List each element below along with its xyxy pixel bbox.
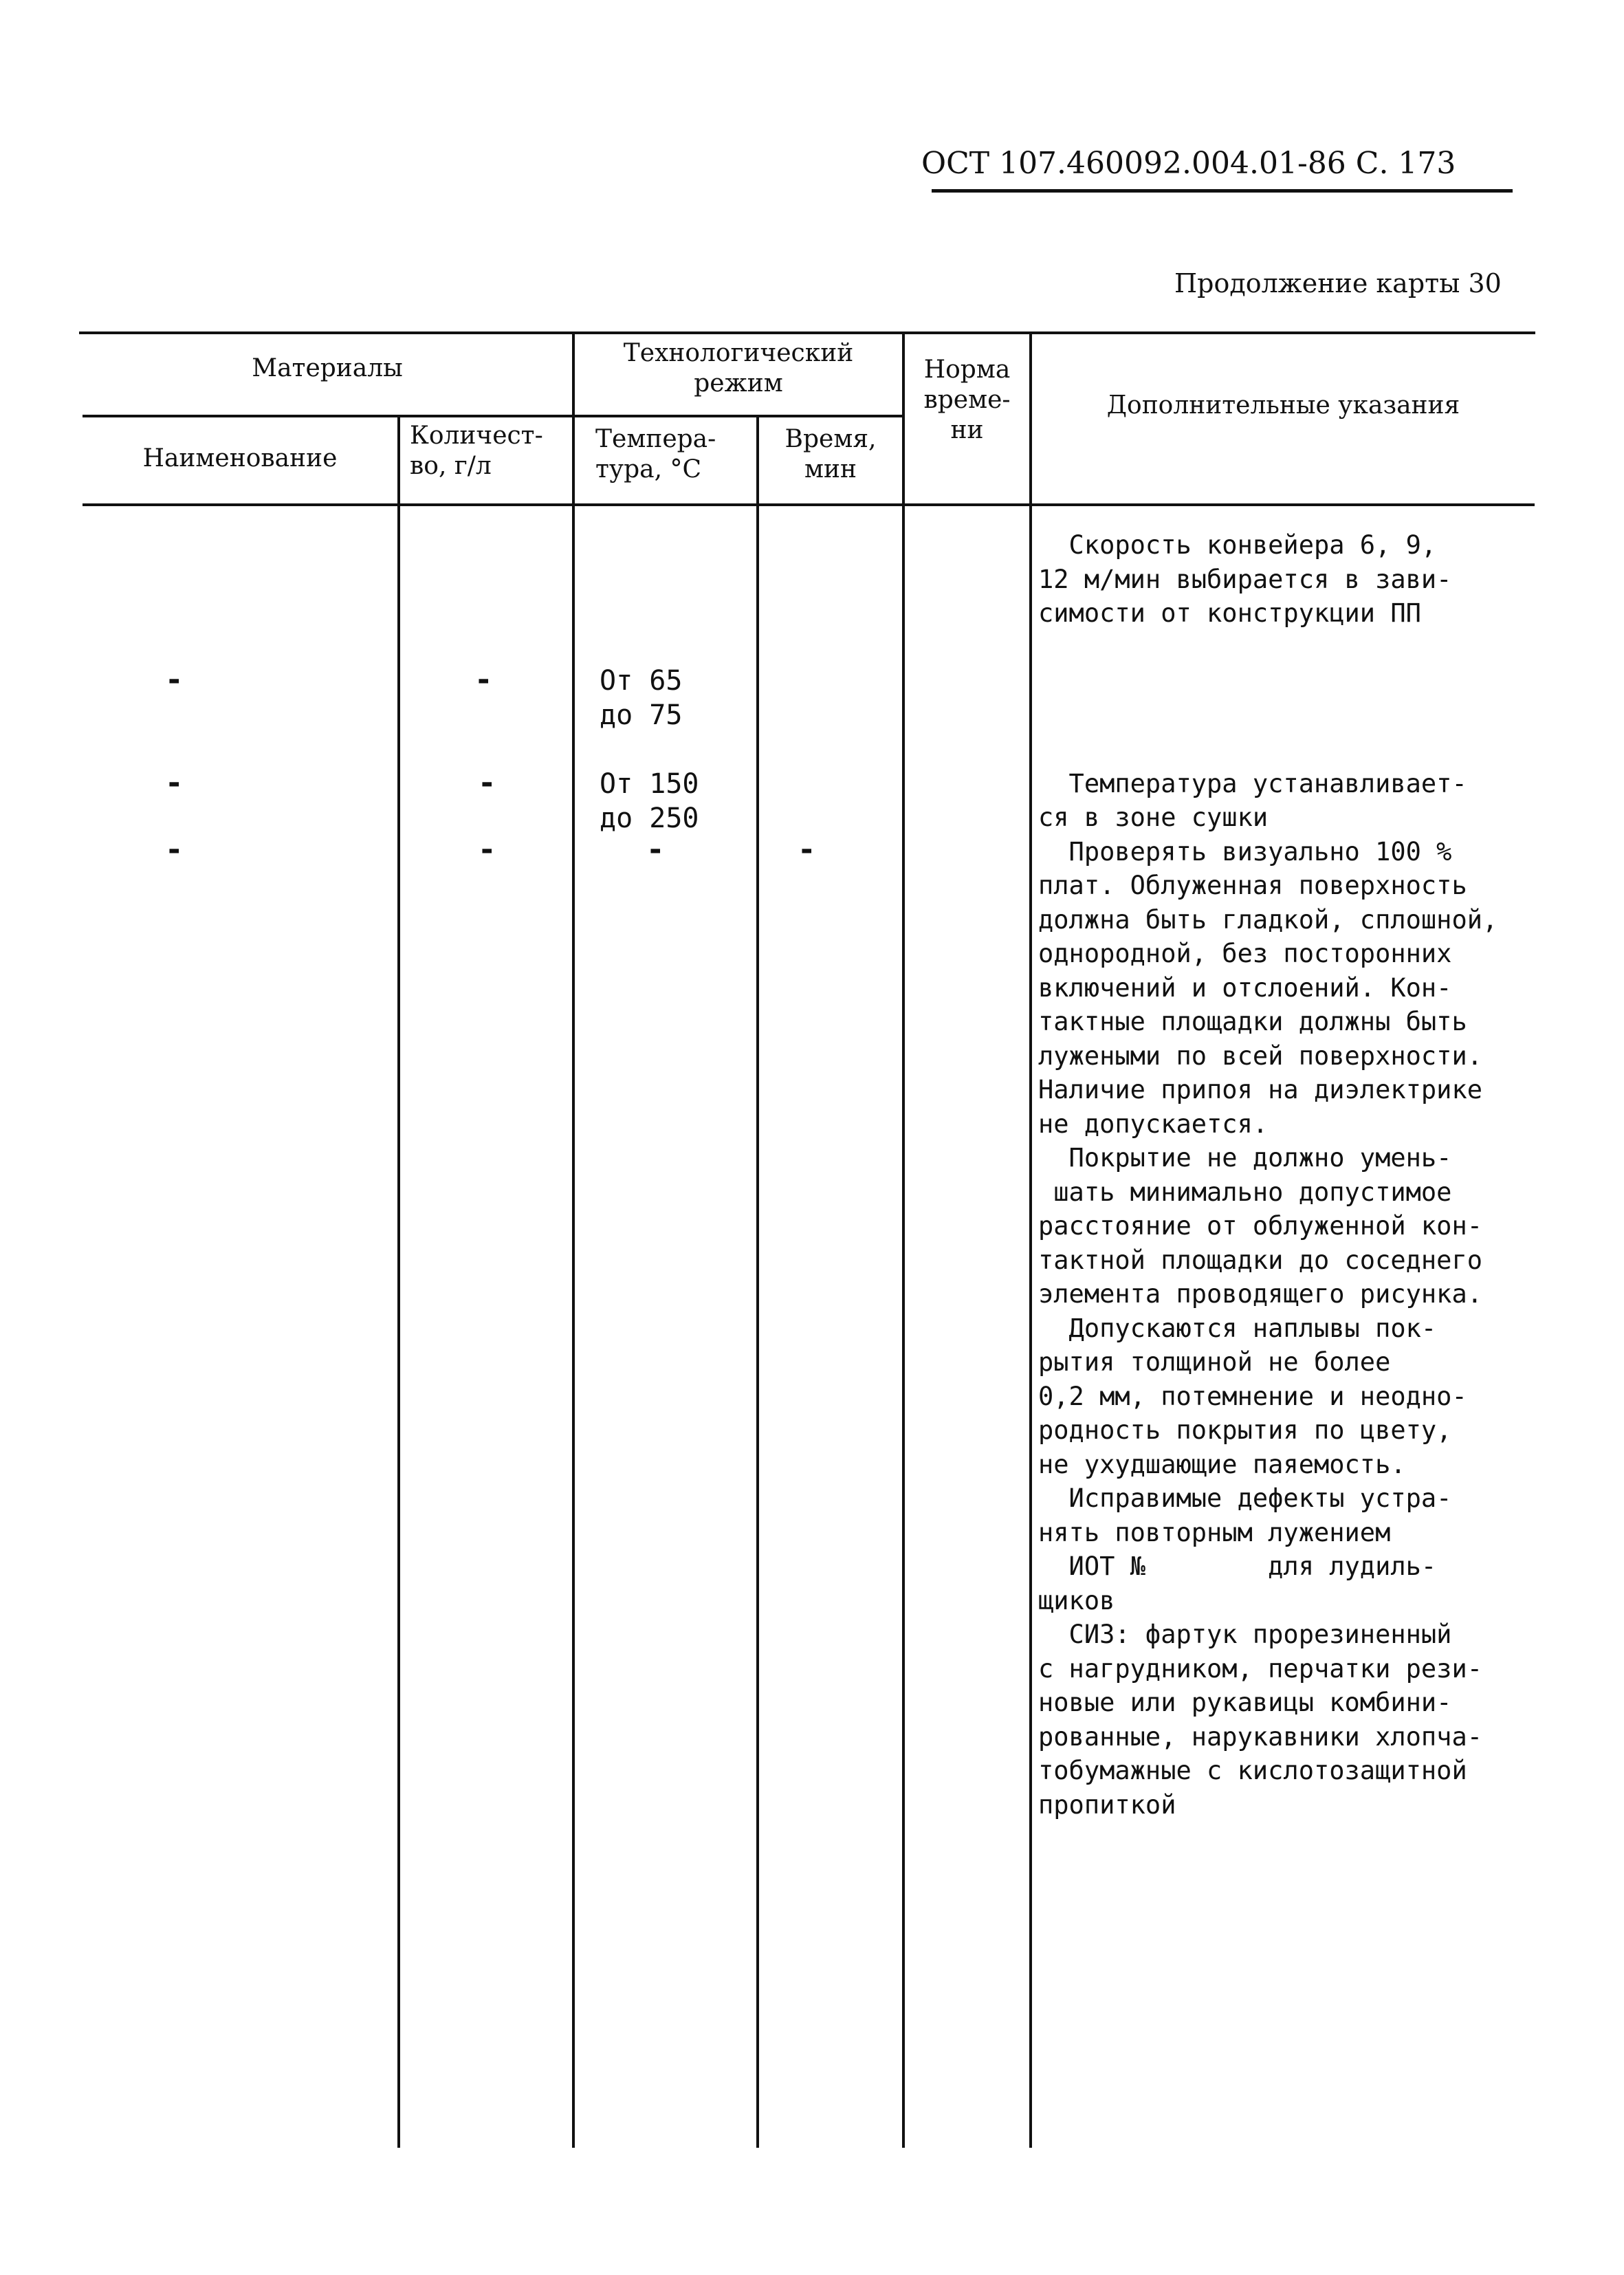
header-mid-rule-materials	[83, 415, 574, 417]
header-time: Время, мин	[784, 425, 877, 483]
header-mid-rule-mode	[574, 415, 904, 417]
header-norm: Норма време- ни	[923, 356, 1011, 444]
notes-line: щиков	[1038, 1585, 1115, 1615]
notes-line: пропиткой	[1038, 1789, 1176, 1820]
notes-line: должна быть гладкой, сплошной,	[1038, 904, 1498, 935]
table-row-2-name: -	[165, 765, 184, 801]
table-row-2-temperature: От 150 до 250	[600, 768, 699, 834]
table-row-3-temperature: -	[646, 832, 665, 867]
header-notes: Дополнительные указания	[1106, 391, 1460, 420]
table-row-3-name: -	[165, 832, 184, 867]
table-row-1-quantity: -	[474, 662, 493, 697]
document-code: ОСТ 107.460092.004.01-86 С. 173	[921, 146, 1456, 181]
notes-line	[1038, 631, 1533, 665]
notes-line: родность покрытия по цвету,	[1038, 1415, 1452, 1445]
continuation-label: Продолжение карты 30	[1174, 268, 1502, 298]
header-tech-mode: Технологический режим	[623, 339, 854, 398]
notes-line: Покрытие не должно умень-	[1038, 1143, 1452, 1173]
col-divider-2	[572, 331, 575, 2148]
notes-line: 12 м/мин выбирается в зави-	[1038, 564, 1452, 594]
notes-line: плат. Облуженная поверхность	[1038, 871, 1467, 900]
col-divider-3	[756, 415, 759, 2148]
header-bottom-rule	[83, 503, 1535, 506]
notes-line: рованные, нарукавники хлопча-	[1038, 1721, 1483, 1752]
col-divider-1	[397, 415, 400, 2148]
notes-line: новые или рукавицы комбини-	[1038, 1688, 1452, 1717]
notes-line: СИЗ: фартук прорезиненный	[1038, 1620, 1452, 1649]
notes-line: Допускаются наплывы пок-	[1038, 1313, 1437, 1343]
table-row-3-time: -	[798, 832, 816, 867]
notes-line	[1038, 664, 1533, 699]
notes-line: Скорость конвейера 6, 9,	[1038, 530, 1437, 560]
notes-line: нять повторным лужением	[1038, 1517, 1391, 1547]
notes-line: рытия толщиной не более	[1038, 1347, 1391, 1377]
notes-line: ИОТ № для лудиль-	[1038, 1552, 1437, 1581]
notes-line: тактной площадки до соседнего	[1038, 1245, 1483, 1275]
notes-line: Температура устанавливает-	[1038, 768, 1467, 798]
notes-line: не ухудшающие паяемость.	[1038, 1449, 1406, 1479]
header-quantity: Количест- во, г/л	[410, 422, 543, 480]
notes-line: ся в зоне сушки	[1038, 803, 1269, 832]
table-row-1-temperature: От 65 до 75	[600, 665, 683, 731]
table-row-2-quantity: -	[478, 765, 496, 801]
table-row-1-name: -	[165, 662, 184, 697]
notes-line: тактные площадки должны быть	[1038, 1007, 1467, 1036]
table-row-3-quantity: -	[478, 832, 496, 867]
col-divider-4	[902, 331, 905, 2148]
notes-line	[1038, 732, 1533, 767]
additional-notes	[1038, 528, 1533, 1822]
notes-line	[1038, 699, 1533, 733]
notes-line: 0,2 мм, потемнение и неодно-	[1038, 1381, 1467, 1411]
notes-line: включений и отслоений. Кон-	[1038, 972, 1452, 1003]
header-underline	[932, 189, 1513, 193]
header-name: Наименование	[142, 444, 338, 472]
notes-line: лужеными по всей поверхности.	[1038, 1041, 1483, 1071]
notes-line: расстояние от облуженной кон-	[1038, 1211, 1483, 1241]
notes-line: элемента проводящего рисунка.	[1038, 1279, 1483, 1309]
notes-line: однородной, без посторонних	[1038, 939, 1452, 968]
notes-line: шать минимально допустимое	[1038, 1177, 1452, 1207]
header-temperature: Темпера- тура, °С	[595, 425, 716, 483]
notes-line: симости от конструкции ПП	[1038, 598, 1421, 628]
notes-line: с нагрудником, перчатки рези-	[1038, 1653, 1483, 1684]
table-top-rule	[79, 331, 1535, 334]
notes-line: Исправимые дефекты устра-	[1038, 1483, 1452, 1513]
header-materials: Материалы	[252, 354, 403, 382]
notes-line: тобумажные с кислотозащитной	[1038, 1756, 1467, 1785]
notes-line: Проверять визуально 100 %	[1038, 836, 1452, 867]
notes-line: Наличие припоя на диэлектрике	[1038, 1075, 1483, 1104]
notes-line: не допускается.	[1038, 1109, 1269, 1139]
col-divider-5	[1029, 331, 1032, 2148]
